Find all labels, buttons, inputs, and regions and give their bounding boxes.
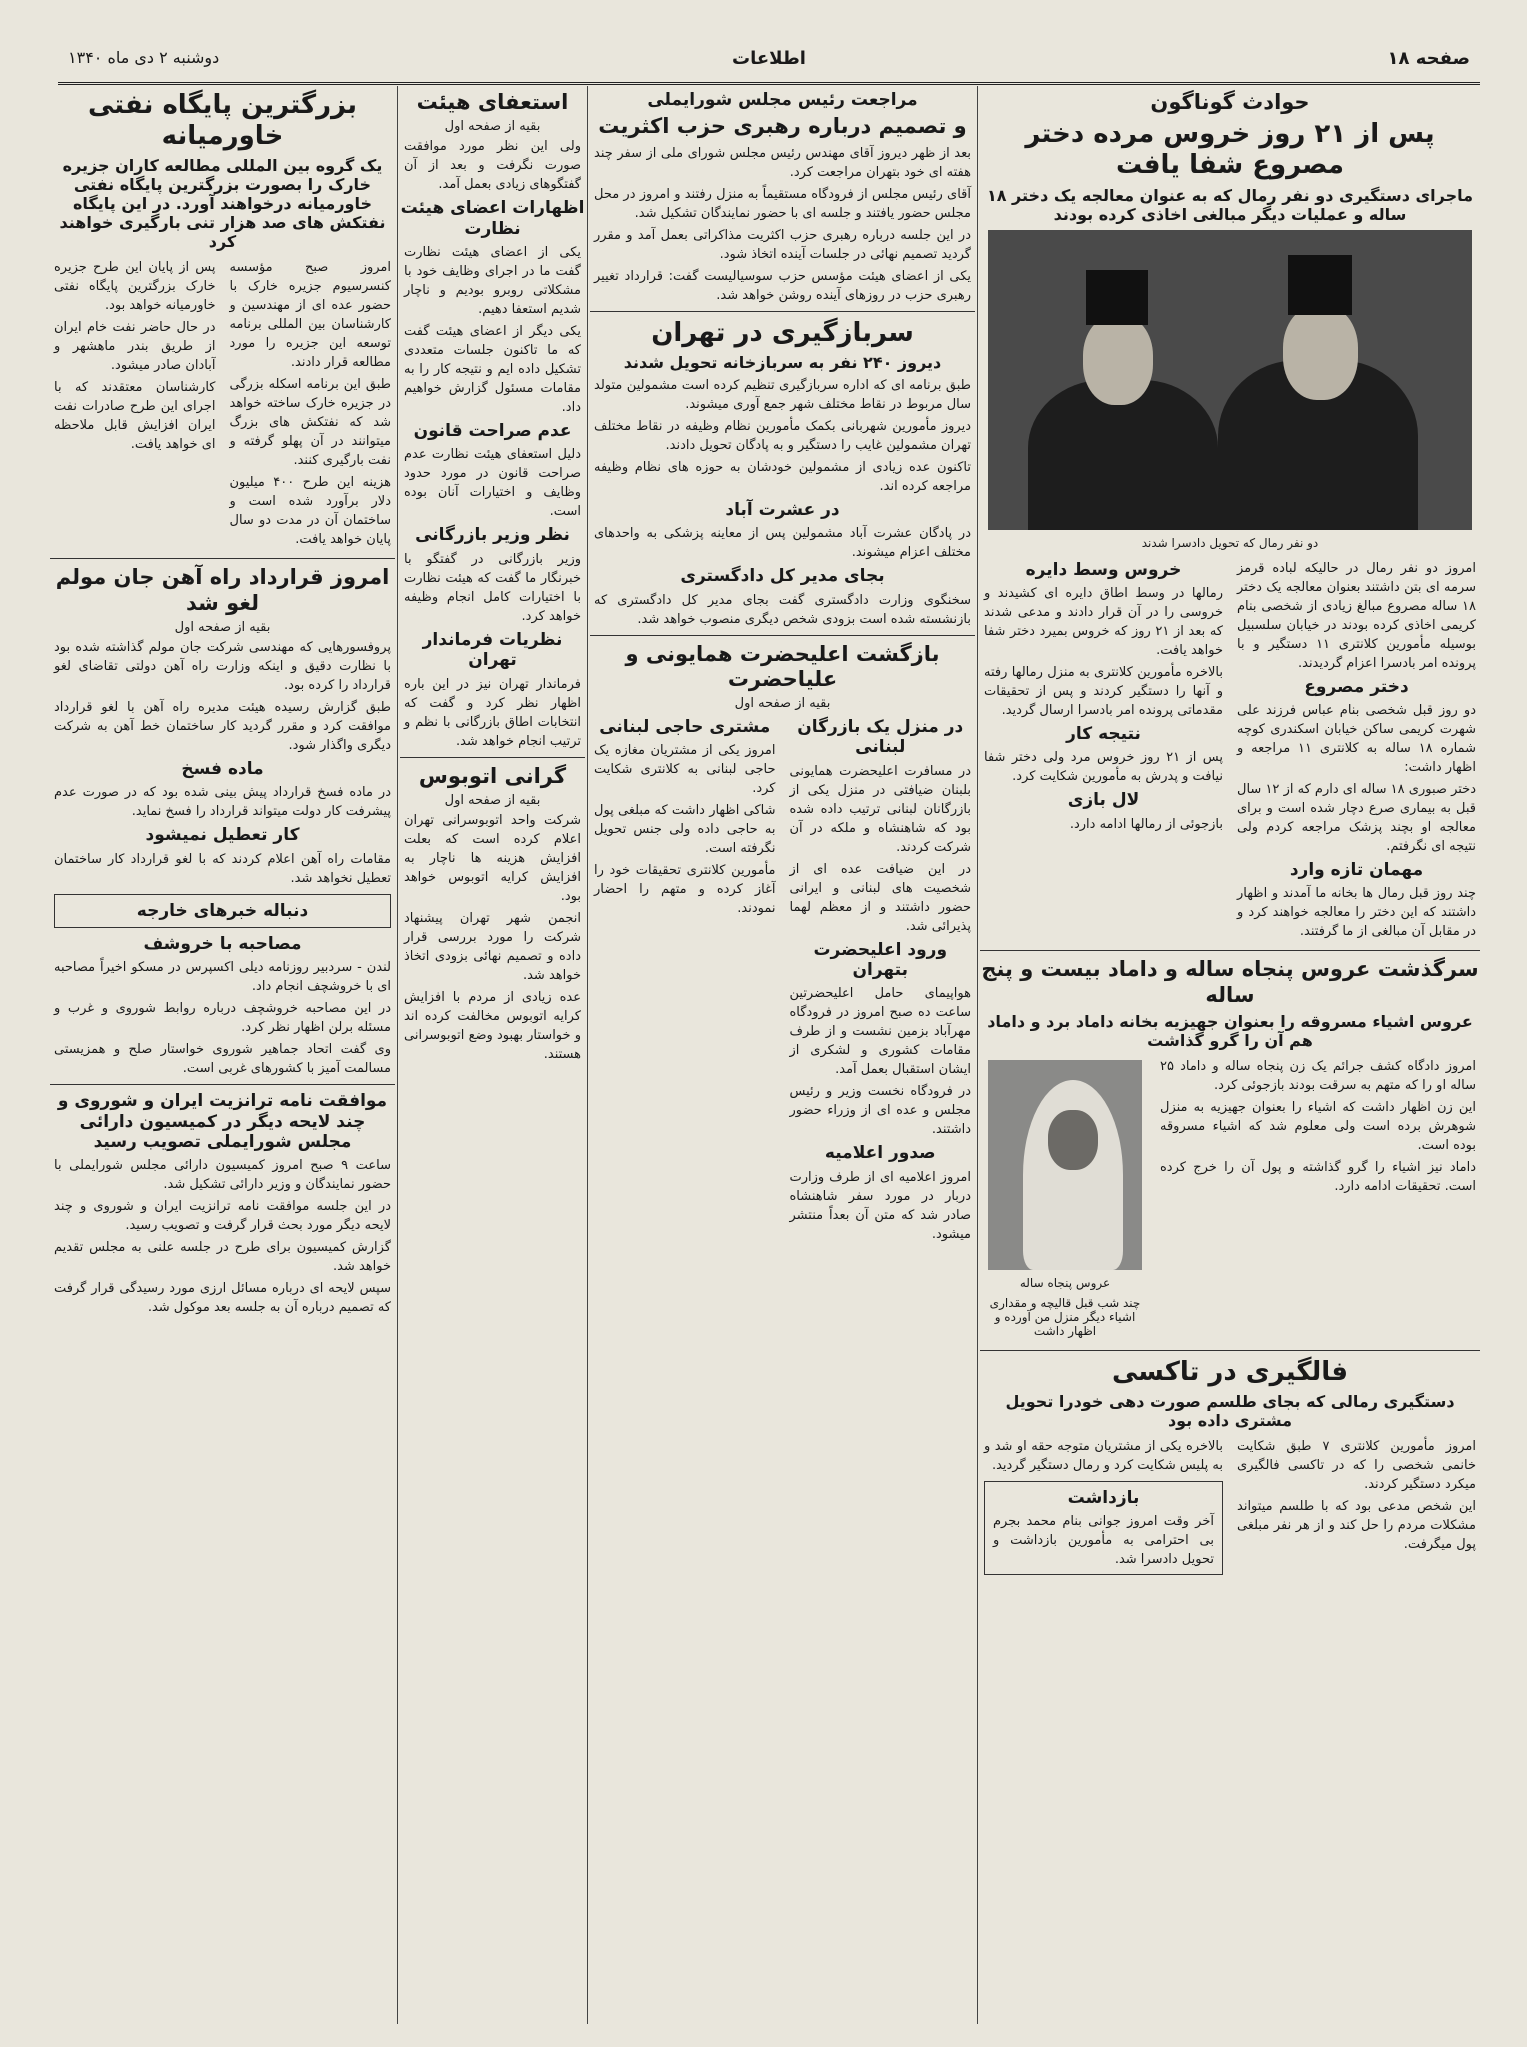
paragraph: در این جلسه موافقت نامه ترانزیت ایران و شوروی و چند لایحه دیگر مورد بحث قرار گرفت و تصویب رسید. xyxy=(54,1199,391,1234)
paragraph: آخر وقت امروز جوانی بنام محمد بجرم بی احترامی به مأمورین بازداشت و تحویل دادسرا شد. xyxy=(993,1514,1214,1568)
paragraph: کارشناسان معتقدند که با اجرای این طرح صادرات نفت ایران افزایش قابل ملاحظه ای خواهد یافت. xyxy=(54,380,216,453)
news-box xyxy=(984,1481,1223,1575)
paragraph: در ماده فسخ قرارداد پیش بینی شده بود که در صورت عدم پیشرفت کار دولت میتواند قرارداد را فسخ نماید. xyxy=(54,785,391,820)
subheading: اظهارات اعضای هیئت نظارت xyxy=(400,198,585,239)
story-divider xyxy=(50,558,395,559)
paragraph: پس از ۲۱ روز خروس مرد ولی دختر شفا نیافت و پدرش به مأمورین شکایت کرد. xyxy=(984,750,1223,785)
masthead xyxy=(58,42,1480,85)
story-headline: سربازگیری در تهران xyxy=(651,317,914,348)
paragraph: فرماندار تهران نیز در این باره اظهار نظر کرد و گفت که انتخابات اطاق بازرگانی با نظم و ترتیب انجام خواهد شد. xyxy=(404,676,581,749)
subheading: دختر مصروع xyxy=(1304,676,1409,697)
story-headline: و تصمیم درباره رهبری حزب اکثریت xyxy=(598,114,967,139)
paragraph: داماد نیز اشیاء را گرو گذاشته و پول آن را خرج کرده است. تحقیقات ادامه دارد. xyxy=(1160,1159,1476,1194)
photo-two-men xyxy=(988,230,1472,530)
page-number: صفحه ۱۸ xyxy=(1387,48,1470,69)
section-banner xyxy=(54,894,391,928)
story-divider xyxy=(980,950,1480,951)
paragraph: مأمورین کلانتری تحقیقات خود را آغاز کرده و متهم را احضار نمودند. xyxy=(594,863,776,917)
column-divider xyxy=(977,86,978,2024)
paragraph: بالاخره مأمورین کلانتری به منزل رمالها رفته و آنها را دستگیر کردند و پس از تحقیقات مقدماتی پرونده امر بادسرا ارسال گردید. xyxy=(984,664,1223,718)
story-divider xyxy=(980,1350,1480,1351)
subheading: بجای مدیر کل دادگستری xyxy=(680,566,885,587)
story-divider xyxy=(590,311,975,312)
kicker: حوادث گوناگون xyxy=(1150,90,1310,114)
story-subhead: عروس اشیاء مسروقه را بعنوان جهیزیه بخانه داماد برد و داماد هم آن را گرو گذاشت xyxy=(987,1011,1473,1050)
photo-bride xyxy=(988,1060,1142,1270)
paragraph: طبق این برنامه اسکله بزرگی در جزیره خارک ساخته خواهد شد که نفتکش های بزرگ میتوانند در آن پهلو گرفته و نفت بارگیری کنند. xyxy=(229,377,391,469)
story-divider xyxy=(400,757,585,758)
subheading: در عشرت آباد xyxy=(725,499,840,520)
paragraph: هواپیمای حامل اعلیحضرتین ساعت ده صبح امروز در فرودگاه مهرآباد بزمین نشست و از طرف مقامات کشوری و لشکری از ایشان استقبال بعمل آمد. xyxy=(789,986,971,1078)
paragraph: پروفسورهایی که مهندسی شرکت جان مولم گذاشته شده بود با نظارت دقیق و اینکه وزارت راه آهن دولتی تقاضای لغو قرارداد را کرده بود. xyxy=(54,639,391,693)
subheading: مشتری حاجی لبنانی xyxy=(599,716,771,737)
banner-title: دنباله خبرهای خارجه xyxy=(136,900,309,921)
subheading: نظر وزیر بازرگانی xyxy=(415,525,570,546)
paragraph: پس از پایان این طرح جزیره خارک بزرگترین پایگاه نفتی خاورمیانه خواهد بود. xyxy=(54,260,216,314)
paragraph: ولی این نظر مورد موافقت صورت نگرفت و بعد از آن گفتگوهای زیادی بعمل آمد. xyxy=(404,139,581,193)
paragraph: یکی از اعضای هیئت نظارت گفت ما در اجرای وظایف خود با مشکلاتی روبرو بودیم و ناچار شدیم استعفا دهیم. xyxy=(404,244,581,317)
paragraph: شاکی اظهار داشت که مبلغی پول به حاجی داده ولی جنس تحویل نگرفته است. xyxy=(594,803,776,857)
story-headline: استعفای هیئت xyxy=(416,90,569,114)
column-divider xyxy=(397,86,398,2024)
paragraph: وزیر بازرگانی در گفتگو با خبرنگار ما گفت که هیئت نظارت با اختیارات کامل انجام وظیفه خواهد کرد. xyxy=(404,551,581,624)
box-title: بازداشت xyxy=(1067,1487,1140,1508)
paragraph: امروز اعلامیه ای از طرف وزارت دربار در مورد سفر شاهنشاه صادر شد که متن آن بعداً منتشر میشود. xyxy=(789,1169,971,1242)
paragraph: تاکنون عده زیادی از مشمولین خودشان به حوزه های نظام وظیفه مراجعه کرده اند. xyxy=(594,459,971,494)
column-divider xyxy=(587,86,588,2024)
paragraph: سخنگوی وزارت دادگستری گفت بجای مدیر کل دادگستری که بازنشسته شده است بزودی شخص دیگری منصوب خواهد شد. xyxy=(594,592,971,627)
subheading: ورود اعلیحضرت بتهران xyxy=(813,939,948,981)
photo-caption: دو نفر رمال که تحویل دادسرا شدند xyxy=(1141,535,1319,550)
paragraph: دختر صبوری ۱۸ ساله ای دارم که از ۱۲ سال قبل به بیماری صرع دچار شده است و برای معالجه او بچند پزشک مراجعه کردم ولی نتیجه ای نگرفتم. xyxy=(1237,781,1476,854)
story-divider xyxy=(50,1084,395,1085)
column-right xyxy=(980,86,1480,2024)
paragraph: طبق گزارش رسیده هیئت مدیره راه آهن با لغو قرارداد موافقت کرد و مقرر گردید کار ساختمان خط آهن به شرکت دیگری واگذار شود. xyxy=(54,699,391,753)
column-center-right xyxy=(590,86,975,2024)
paragraph: دلیل استعفای هیئت نظارت عدم صراحت قانون در مورد حدود وظایف و اختیارات آنان بوده است. xyxy=(404,447,581,520)
paragraph: در پادگان عشرت آباد مشمولین پس از معاینه پزشکی به واحدهای مختلف اعزام میشوند. xyxy=(594,526,971,561)
headline: پس از ۲۱ روز خروس مرده دختر مصروع شفا یافت xyxy=(1025,119,1435,181)
story-headline: موافقت نامه ترانزیت ایران و شوروی و چند لایحه دیگر در کمیسیون دارائی مجلس شورایملی تصویب رسید xyxy=(57,1091,388,1153)
paragraph: این زن اظهار داشت که اشیاء را بعنوان جهیزیه به منزل شوهرش برده است ولی معلوم شد که اشیاء مسروقه بوده است. xyxy=(1160,1099,1476,1153)
photo-caption: عروس پنجاه ساله xyxy=(1019,1275,1111,1290)
issue-date: دوشنبه ۲ دی ماه ۱۳۴۰ xyxy=(68,48,220,67)
paragraph: امروز دو نفر رمال در حالیکه لباده قرمز سرمه ای بتن داشتند بعنوان معالجه یک دختر ۱۸ ساله مصروع مبالغ زیادی از شخصی بنام کریمی اخاذی کرده بودند در خیابان سلسبیل بوسیله مأمورین کلانتری ۱۱ دستگیر و با پرونده امر بادسرا اعزام گردیدند. xyxy=(1237,560,1476,671)
story-headline: امروز قرارداد راه آهن جان مولم لغو شد xyxy=(55,565,390,615)
story-headline: گرانی اتوبوس xyxy=(418,763,567,788)
column-center-left xyxy=(400,86,585,2024)
column-left xyxy=(50,86,395,2024)
paragraph: مقامات راه آهن اعلام کردند که با لغو قرارداد کار ساختمان تعطیل نخواهد شد. xyxy=(54,851,391,886)
subheading: نتیجه کار xyxy=(1066,723,1141,744)
paragraph: سپس لایحه ای درباره مسائل ارزی مورد رسیدگی قرار گرفت که تصمیم درباره آن به جلسه بعد موکول شد. xyxy=(54,1281,391,1316)
continued-note: بقیه از صفحه اول xyxy=(734,695,831,711)
subheading: کار تعطیل نمیشود xyxy=(145,825,300,846)
paragraph: شرکت واحد اتوبوسرانی تهران اعلام کرده است که بعلت افزایش هزینه ها ناچار به افزایش کرایه اتوبوس خواهد بود. xyxy=(404,812,581,904)
story-headline: سرگذشت عروس پنجاه ساله و داماد بیست و پنج ساله xyxy=(981,957,1479,1007)
subheading: لال بازی xyxy=(1067,790,1140,811)
subheading: مهمان تازه وارد xyxy=(1289,859,1424,880)
paragraph: بازجوئی از رمالها ادامه دارد. xyxy=(1069,816,1223,832)
paragraph: امروز صبح مؤسسه کنسرسیوم جزیره خارک با حضور عده ای از مهندسین و کارشناسان بین المللی برنامه توسعه این جزیره را مورد مطالعه قرار دادند. xyxy=(229,260,391,371)
paragraph: وی گفت اتحاد جماهیر شوروی خواستار صلح و همزیستی مسالمت آمیز با کشورهای غربی است. xyxy=(54,1042,391,1077)
photo-caption: چند شب قبل قالیچه و مقداری اشیاء دیگر منزل من آورده و اظهار داشت xyxy=(989,1295,1141,1338)
paragraph: در مسافرت اعلیحضرت همایونی بلبنان ضیافتی در منزل یکی از بازرگانان لبنانی ترتیب داده شده بود که شاهنشاه و ملکه در آن شرکت کردند. xyxy=(789,763,971,855)
subheading: صدور اعلامیه xyxy=(824,1143,936,1164)
paragraph: یکی از اعضای هیئت مؤسس حزب سوسیالیست گفت: قرارداد تغییر رهبری حزب در روزهای آینده روشن خواهد شد. xyxy=(594,268,971,303)
subheading: عدم صراحت قانون xyxy=(413,420,572,441)
subheading: مصاحبه با خروشف xyxy=(143,933,302,954)
subhead: ماجرای دستگیری دو نفر رمال که به عنوان معالجه یک دختر ۱۸ ساله و عملیات دیگر مبالغی اخاذی کرده بودند xyxy=(986,185,1474,224)
paragraph: طبق برنامه ای که اداره سربازگیری تنظیم کرده است مشمولین متولد سال مربوط در نقاط مختلف شهر جمع آوری میشوند. xyxy=(594,377,971,412)
newspaper-name: اطلاعات xyxy=(732,48,806,69)
subheading: نظریات فرماندار تهران xyxy=(422,629,563,671)
paragraph: لندن - سردبیر روزنامه دیلی اکسپرس در مسکو اخیراً مصاحبه ای با خروشچف انجام داد. xyxy=(54,960,391,995)
paragraph: ساعت ۹ صبح امروز کمیسیون دارائی مجلس شورایملی با حضور نمایندگان و وزیر دارائی تشکیل شد. xyxy=(54,1158,391,1193)
story-subhead: دیروز ۲۴۰ نفر به سربازخانه تحویل شدند xyxy=(623,352,942,372)
subheading: خروس وسط دایره xyxy=(1025,559,1182,580)
paragraph: این شخص مدعی بود که با طلسم میتواند مشکلات مردم را حل کند و از هر نفر مبلغی پول میگرفت. xyxy=(1237,1498,1476,1552)
paragraph: چند روز قبل رمال ها بخانه ما آمدند و اظهار داشتند که این دختر را معالجه خواهند کرد و در مقابل آن مبالغی از ما گرفتند. xyxy=(1237,886,1476,940)
paragraph: در این ضیافت عده ای از شخصیت های لبنانی و ایرانی حضور داشتند و از معظم لهما پذیرائی شد. xyxy=(789,861,971,934)
paragraph: امروز دادگاه کشف جرائم یک زن پنجاه ساله و داماد ۲۵ ساله او را که متهم به سرقت بودند بازجوئی کرد. xyxy=(1160,1058,1476,1093)
story-headline: فالگیری در تاکسی xyxy=(1111,1356,1349,1387)
paragraph: آقای رئیس مجلس از فرودگاه مستقیماً به منزل رفتند و امروز در محل مجلس حضور یافتند و جلسه ای با حضور نمایندگان تشکیل شد. xyxy=(594,186,971,221)
paragraph: امروز مأمورین کلانتری ۷ طبق شکایت خانمی شخصی را که در تاکسی فالگیری میکرد دستگیر کردند. xyxy=(1237,1438,1476,1492)
story-headline: بازگشت اعلیحضرت همایونی و علیاحضرت xyxy=(625,641,940,691)
continued-note: بقیه از صفحه اول xyxy=(444,792,541,808)
story-subhead: یک گروه بین المللی مطالعه کاران جزیره خارک را بصورت بزرگترین پایگاه نفتی خاورمیانه درخواهند آورد. در این پایگاه نفتکش های صد هزار تنی بارگیری خواهند کرد xyxy=(59,156,386,252)
paragraph: در این جلسه درباره رهبری حزب اکثریت مذاکراتی بعمل آمد و مقرر گردید تصمیم نهائی در جلسات آینده اتخاذ شود. xyxy=(594,227,971,262)
paragraph: گزارش کمیسیون برای طرح در جلسه علنی به مجلس تقدیم خواهد شد. xyxy=(54,1240,391,1275)
paragraph: بالاخره یکی از مشتریان متوجه حقه او شد و به پلیس شکایت کرد و رمال دستگیر گردید. xyxy=(984,1438,1223,1473)
paragraph: رمالها در وسط اطاق دایره ای کشیدند و خروسی را در آن قرار دادند و مدعی شدند که بعد از ۲۱ روز که خروس بمیرد دختر شفا خواهد یافت. xyxy=(984,585,1223,658)
paragraph: عده زیادی از مردم با افزایش کرایه اتوبوس مخالفت کرده اند و خواستار بهبود وضع اتوبوسرانی هستند. xyxy=(404,989,581,1062)
paragraph: امروز یکی از مشتریان مغازه یک حاجی لبنانی به کلانتری شکایت کرد. xyxy=(594,743,776,797)
subheading: در منزل یک بازرگان لبنانی xyxy=(797,716,964,758)
paragraph: هزینه این طرح ۴۰۰ میلیون دلار برآورد شده است و ساختمان آن در مدت دو سال پایان خواهد یافت. xyxy=(229,475,391,548)
subheading: ماده فسخ xyxy=(181,758,264,779)
paragraph: در فرودگاه نخست وزیر و رئیس مجلس و عده ای از وزراء حضور داشتند. xyxy=(789,1084,971,1138)
paragraph: انجمن شهر تهران پیشنهاد شرکت را مورد بررسی قرار داده و تصمیم نهائی بزودی اتخاذ خواهد شد. xyxy=(404,910,581,983)
continued-note: بقیه از صفحه اول xyxy=(444,119,541,135)
story-kicker: مراجعت رئیس مجلس شورایملی xyxy=(647,90,918,110)
continued-note: بقیه از صفحه اول xyxy=(174,619,271,635)
paragraph: دیروز مأمورین شهربانی بکمک مأمورین نظام وظیفه در نقاط مختلف تهران مشمولین غایب را دستگیر و به پادگان تحویل دادند. xyxy=(594,418,971,453)
paragraph: دو روز قبل شخصی بنام عباس فرزند علی شهرت کریمی ساکن خیابان اسکندری کوچه شماره ۱۸ ساله به کلانتری ۱۱ مراجعه و اظهار داشت: xyxy=(1237,702,1476,775)
paragraph: در حال حاضر نفت خام ایران از طریق بندر ماهشهر و آبادان صادر میشود. xyxy=(54,320,216,374)
paragraph: یکی دیگر از اعضای هیئت گفت که ما تاکنون جلسات متعددی تشکیل داده ایم و نتیجه کار را به مقامات مسئول گزارش خواهیم داد. xyxy=(404,323,581,415)
story-headline: بزرگترین پایگاه نفتی خاورمیانه xyxy=(88,90,357,152)
story-divider xyxy=(590,635,975,636)
story-subhead: دستگیری رمالی که بجای طلسم صورت دهی خودرا تحویل مشتری داده بود xyxy=(1005,1391,1455,1430)
paragraph: در این مصاحبه خروشچف درباره روابط شوروی و غرب و مسئله برلن اظهار نظر کرد. xyxy=(54,1001,391,1036)
paragraph: بعد از ظهر دیروز آقای مهندس رئیس مجلس شورای ملی از سفر چند هفته ای خود بتهران مراجعت کرد. xyxy=(594,145,971,180)
